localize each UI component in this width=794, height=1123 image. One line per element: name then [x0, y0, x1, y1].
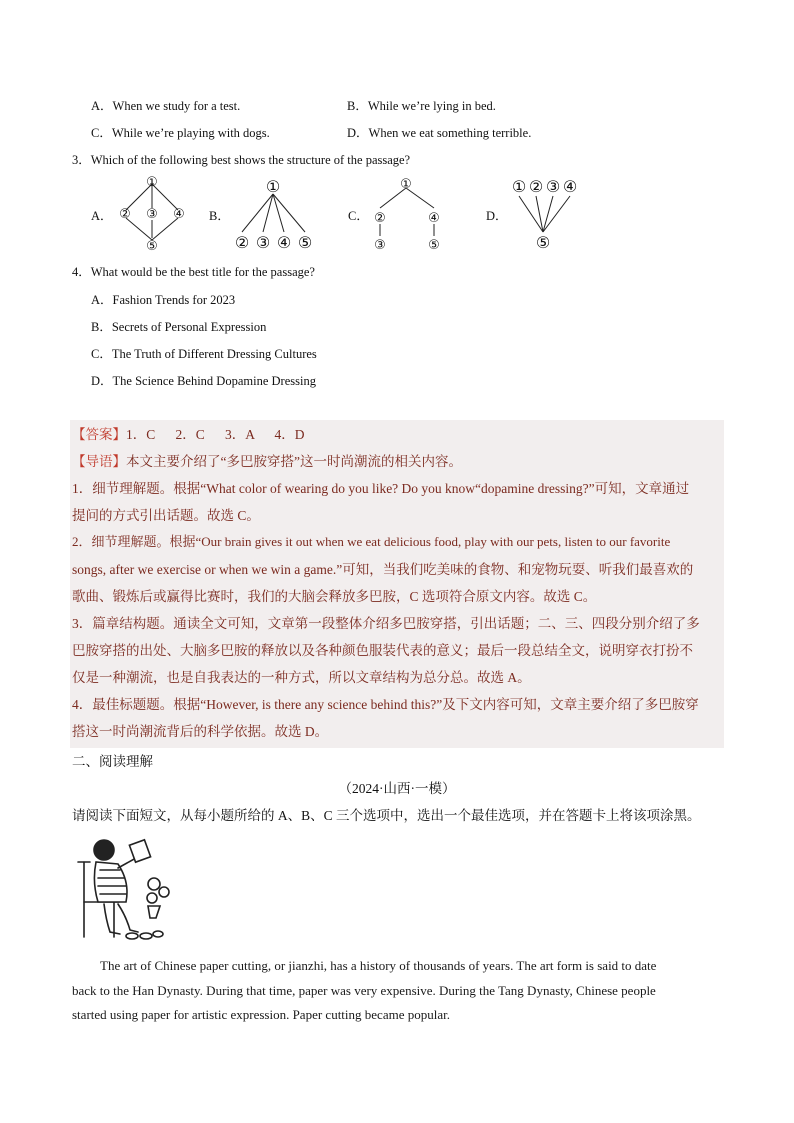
answer-tag: 【答案】: [72, 427, 126, 442]
question-3-stem: 3．Which of the following best shows the structure of the passage?: [72, 153, 411, 167]
structure-diagram-a: [112, 172, 194, 254]
node-2: ②: [528, 177, 544, 196]
explanation-line: 2．细节理解题。根据“Our brain gives it out when we eat delicious food, play with our pets, listen to our favorite: [72, 534, 671, 549]
paper-cutting-illustration: [74, 832, 178, 944]
explanation-line: 搭这一时尚潮流背后的科学依据。故选 D。: [72, 724, 329, 739]
node-3: ③: [146, 207, 158, 222]
node-1: ①: [511, 177, 527, 196]
structure-diagram-b: [230, 174, 320, 254]
node-5: ⑤: [428, 238, 440, 253]
node-1: ①: [265, 177, 281, 196]
explanation-line: 1．细节理解题。根据“What color of wearing do you like? Do you know“dopamine dressing?”可知，文章通过: [72, 481, 690, 496]
node-5: ⑤: [297, 233, 313, 252]
option-4b: B．Secrets of Personal Expression: [91, 320, 267, 334]
section-heading: 二、阅读理解: [72, 754, 153, 769]
node-5: ⑤: [535, 233, 551, 252]
instruction-text: 请阅读下面短文，从每小题所给的 A、B、C 三个选项中，选出一个最佳选项，并在答题卡上将该项涂黑。: [72, 808, 701, 823]
node-1: ①: [146, 175, 158, 190]
question-4-stem: 4．What would be the best title for the passage?: [72, 265, 315, 279]
option-3c-label: C．: [348, 209, 369, 223]
guide-line: [72, 450, 462, 470]
option-2b: B．While we’re lying in bed.: [347, 99, 496, 113]
explanation-line: 提问的方式引出话题。故选 C。: [72, 508, 260, 523]
guide-tag: 【导语】: [72, 454, 126, 469]
passage-line: back to the Han Dynasty. During that time, paper was very expensive. During the Tang Dynasty, Chinese people: [72, 983, 656, 998]
explanation-line: 3．篇章结构题。通读全文可知，文章第一段整体介绍多巴胺穿搭，引出话题；二、三、四段分别介绍了多: [72, 616, 700, 631]
node-3: ③: [545, 177, 561, 196]
node-3: ③: [374, 238, 386, 253]
node-4: ④: [173, 207, 185, 222]
node-1: ①: [400, 177, 412, 192]
node-4: ④: [276, 233, 292, 252]
answer-text: 1．C 2．C 3．A 4．D: [126, 427, 305, 442]
node-2: ②: [119, 207, 131, 222]
structure-diagram-c: [368, 174, 450, 254]
node-4: ④: [562, 177, 578, 196]
option-3a-label: A．: [91, 209, 113, 223]
explanation-line: 4．最佳标题题。根据“However, is there any science behind this?”及下文内容可知，文章主要介绍了多巴胺穿: [72, 697, 699, 712]
guide-text: 本文主要介绍了“多巴胺穿搭”这一时尚潮流的相关内容。: [126, 454, 462, 469]
node-4: ④: [428, 211, 440, 226]
explanation-line: songs, after we exercise or when we win a game.”可知，当我们吃美味的食物、和宠物玩耍、听我们最喜欢的: [72, 562, 694, 577]
option-2c: C．While we’re playing with dogs.: [91, 126, 270, 140]
answer-line: [72, 423, 305, 443]
option-2d: D．When we eat something terrible.: [347, 126, 532, 140]
source-label: （2024·山西·一模）: [338, 781, 456, 796]
option-2a: A．When we study for a test.: [91, 99, 241, 113]
passage-line: The art of Chinese paper cutting, or jianzhi, has a history of thousands of years. The art form is said to date: [100, 958, 657, 973]
node-5: ⑤: [146, 239, 158, 254]
node-3: ③: [255, 233, 271, 252]
node-2: ②: [374, 211, 386, 226]
explanation-line: 巴胺穿搭的出处、大脑多巴胺的释放以及各种颜色服装代表的意义；最后一段总结全文，说明穿衣打扮不: [72, 643, 693, 658]
node-2: ②: [234, 233, 250, 252]
structure-diagram-d: [508, 174, 584, 254]
option-3d-label: D．: [486, 209, 508, 223]
option-4c: C．The Truth of Different Dressing Cultures: [91, 347, 317, 361]
explanation-line: 仅是一种潮流，也是自我表达的一种方式，所以文章结构为总分总。故选 A。: [72, 670, 531, 685]
passage-line: started using paper for artistic expression. Paper cutting became popular.: [72, 1007, 450, 1022]
option-3b-label: B．: [209, 209, 230, 223]
explanation-line: 歌曲、锻炼后或赢得比赛时，我们的大脑会释放多巴胺，C 选项符合原文内容。故选 C。: [72, 589, 597, 604]
option-4d: D．The Science Behind Dopamine Dressing: [91, 374, 316, 388]
option-4a: A．Fashion Trends for 2023: [91, 293, 236, 307]
